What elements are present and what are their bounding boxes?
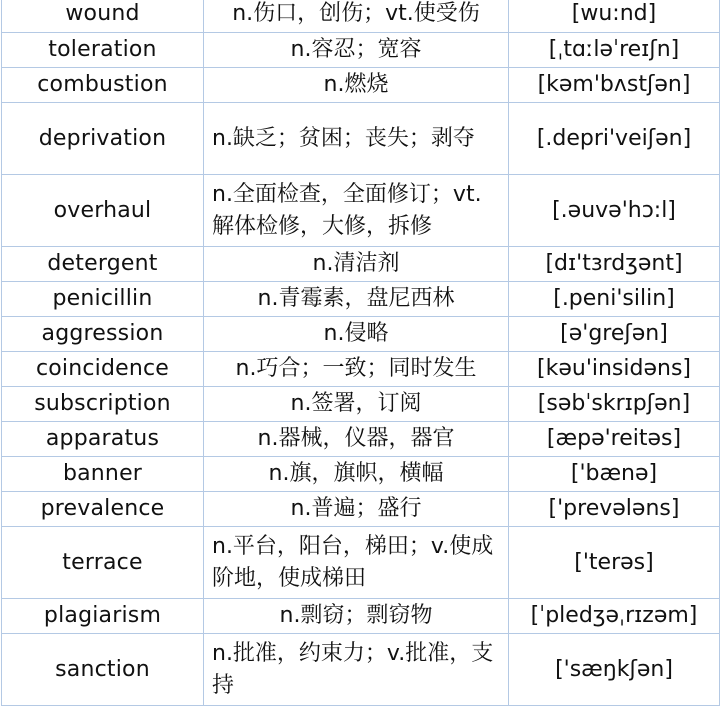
pronunciation-cell: [ˌtɑːləˈreɪʃn] bbox=[509, 33, 720, 68]
table-row bbox=[2, 103, 720, 175]
word-cell: apparatus bbox=[2, 422, 204, 457]
definition-cell: n.燃烧 bbox=[204, 68, 509, 103]
table-row bbox=[2, 599, 720, 634]
definition-cell: n.平台，阳台，梯田；v.使成阶地，使成梯田 bbox=[204, 527, 509, 599]
pronunciation-cell: [.depri'veiʃən] bbox=[509, 103, 720, 175]
definition-cell: n.伤口，创伤；vt.使受伤 bbox=[204, 0, 509, 33]
definition-cell: n.器械，仪器，器官 bbox=[204, 422, 509, 457]
pronunciation-cell: [kəu'insidəns] bbox=[509, 352, 720, 387]
definition-cell: n.全面检查，全面修订；vt.解体检修，大修，拆修 bbox=[204, 175, 509, 247]
definition-cell: n.剽窃；剽窃物 bbox=[204, 599, 509, 634]
table-row bbox=[2, 527, 720, 599]
table-row bbox=[2, 68, 720, 103]
table-row bbox=[2, 175, 720, 247]
table-row bbox=[2, 282, 720, 317]
pronunciation-cell: ['sæŋkʃən] bbox=[509, 634, 720, 706]
pronunciation-cell: [dɪ'tɜrdʒənt] bbox=[509, 247, 720, 282]
definition-cell: n.侵略 bbox=[204, 317, 509, 352]
pronunciation-cell: [æpə'reitəs] bbox=[509, 422, 720, 457]
table-row bbox=[2, 0, 720, 33]
word-cell: banner bbox=[2, 457, 204, 492]
vocabulary-table bbox=[1, 0, 720, 706]
word-cell: coincidence bbox=[2, 352, 204, 387]
definition-cell: n.旗，旗帜，横幅 bbox=[204, 457, 509, 492]
definition-cell: n.青霉素，盘尼西林 bbox=[204, 282, 509, 317]
definition-cell: n.缺乏；贫困；丧失；剥夺 bbox=[204, 103, 509, 175]
table-row bbox=[2, 33, 720, 68]
word-cell: detergent bbox=[2, 247, 204, 282]
word-cell: combustion bbox=[2, 68, 204, 103]
word-cell: deprivation bbox=[2, 103, 204, 175]
pronunciation-cell: ['prevələns] bbox=[509, 492, 720, 527]
pronunciation-cell: ['bænə] bbox=[509, 457, 720, 492]
definition-cell: n.批准，约束力；v.批准，支持 bbox=[204, 634, 509, 706]
word-cell: sanction bbox=[2, 634, 204, 706]
word-cell: aggression bbox=[2, 317, 204, 352]
word-cell: terrace bbox=[2, 527, 204, 599]
definition-cell: n.普遍；盛行 bbox=[204, 492, 509, 527]
pronunciation-cell: [wu:nd] bbox=[509, 0, 720, 33]
table-row bbox=[2, 317, 720, 352]
table-row bbox=[2, 352, 720, 387]
pronunciation-cell: [.peni'silin] bbox=[509, 282, 720, 317]
word-cell: penicillin bbox=[2, 282, 204, 317]
definition-cell: n.容忍；宽容 bbox=[204, 33, 509, 68]
definition-cell: n.巧合；一致；同时发生 bbox=[204, 352, 509, 387]
pronunciation-cell: [kəm'bʌstʃən] bbox=[509, 68, 720, 103]
table-row bbox=[2, 387, 720, 422]
pronunciation-cell: ['terəs] bbox=[509, 527, 720, 599]
table-row bbox=[2, 634, 720, 706]
word-cell: plagiarism bbox=[2, 599, 204, 634]
pronunciation-cell: [ə'greʃən] bbox=[509, 317, 720, 352]
pronunciation-cell: [ˈpledʒəˌrɪzəm] bbox=[509, 599, 720, 634]
table-row bbox=[2, 457, 720, 492]
table-row bbox=[2, 247, 720, 282]
table-row bbox=[2, 422, 720, 457]
word-cell: subscription bbox=[2, 387, 204, 422]
word-cell: wound bbox=[2, 0, 204, 33]
table-row bbox=[2, 492, 720, 527]
pronunciation-cell: [səbˈskrɪpʃən] bbox=[509, 387, 720, 422]
word-cell: prevalence bbox=[2, 492, 204, 527]
word-cell: toleration bbox=[2, 33, 204, 68]
pronunciation-cell: [.əuvə'hɔ:l] bbox=[509, 175, 720, 247]
word-cell: overhaul bbox=[2, 175, 204, 247]
definition-cell: n.清洁剂 bbox=[204, 247, 509, 282]
definition-cell: n.签署，订阅 bbox=[204, 387, 509, 422]
